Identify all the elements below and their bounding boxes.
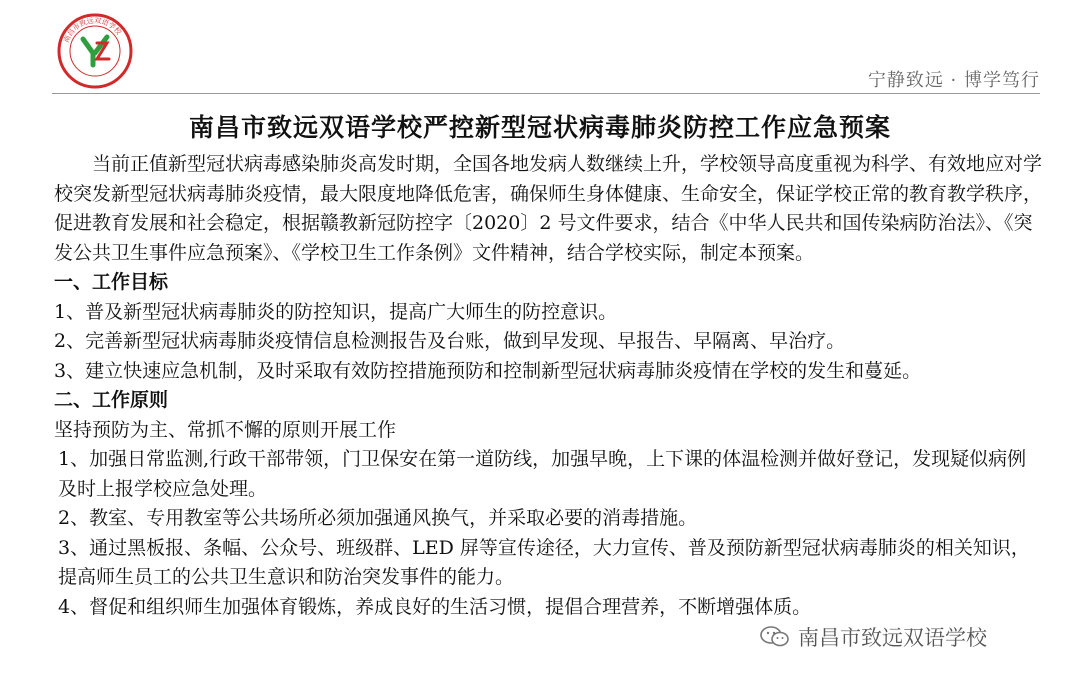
header-divider <box>52 93 1040 94</box>
goal-item: 2、完善新型冠状病毒肺炎疫情信息检测报告及台账，做到早发现、早报告、早隔离、早治疗。 <box>54 330 846 352</box>
principles-lead: 坚持预防为主、常抓不懈的原则开展工作 <box>54 418 397 441</box>
page-header <box>0 0 1080 96</box>
section-heading-goals: 一、工作目标 <box>54 271 169 293</box>
school-logo <box>57 13 133 89</box>
document-body <box>54 150 1044 622</box>
section-heading-principles: 二、工作原则 <box>54 389 169 411</box>
principle-item: 4、督促和组织师生加强体育锻炼，养成良好的生活习惯，提倡合理营养，不断增强体质。 <box>58 595 812 618</box>
school-motto: 宁静致远 · 博学笃行 <box>867 70 1040 91</box>
intro-paragraph: 当前正值新型冠状病毒感染肺炎高发时期，全国各地发病人数继续上升，学校领导高度重视为科学、有效地应对学校突发新型冠状病毒肺炎疫情，最大限度地降低危害，确保师生身体健康、生命安全，保证学校正常的教育教学秩序，促进教育发展和社会稳定，根据赣教新冠防控字〔2020〕2 号文件要求，结合《中华人民共和国传染病防治法》、《突发公共卫生事件应急预案》、《学校卫生工作条例》文件精神，结合学校实际，制定本预案。 <box>54 153 1043 264</box>
wechat-icon <box>760 625 790 649</box>
watermark-text: 南昌市致远双语学校 <box>798 626 987 650</box>
goal-item: 3、建立快速应急机制，及时采取有效防控措施预防和控制新型冠状病毒肺炎疫情在学校的发生和蔓延。 <box>54 359 922 382</box>
principle-item: 2、教室、专用教室等公共场所必须加强通风换气，并采取必要的消毒措施。 <box>58 507 698 529</box>
logo-arc-text: 南昌市致远双语学校 <box>62 16 123 44</box>
principle-item: 3、通过黑板报、条幅、公众号、班级群、LED 屏等宣传途径，大力宣传、普及预防新型冠状病毒肺炎的相关知识，提高师生员工的公共卫生意识和防治突发事件的能力。 <box>58 536 1030 588</box>
wechat-watermark <box>760 622 987 652</box>
document-title: 南昌市致远双语学校严控新型冠状病毒肺炎防控工作应急预案 <box>188 113 891 142</box>
principle-item: 1、加强日常监测,行政干部带领，门卫保安在第一道防线，加强早晚，上下课的体温检测并做好登记，发现疑似病例及时上报学校应急处理。 <box>58 448 1027 500</box>
goal-item: 1、普及新型冠状病毒肺炎的防控知识，提高广大师生的防控意识。 <box>54 300 618 323</box>
